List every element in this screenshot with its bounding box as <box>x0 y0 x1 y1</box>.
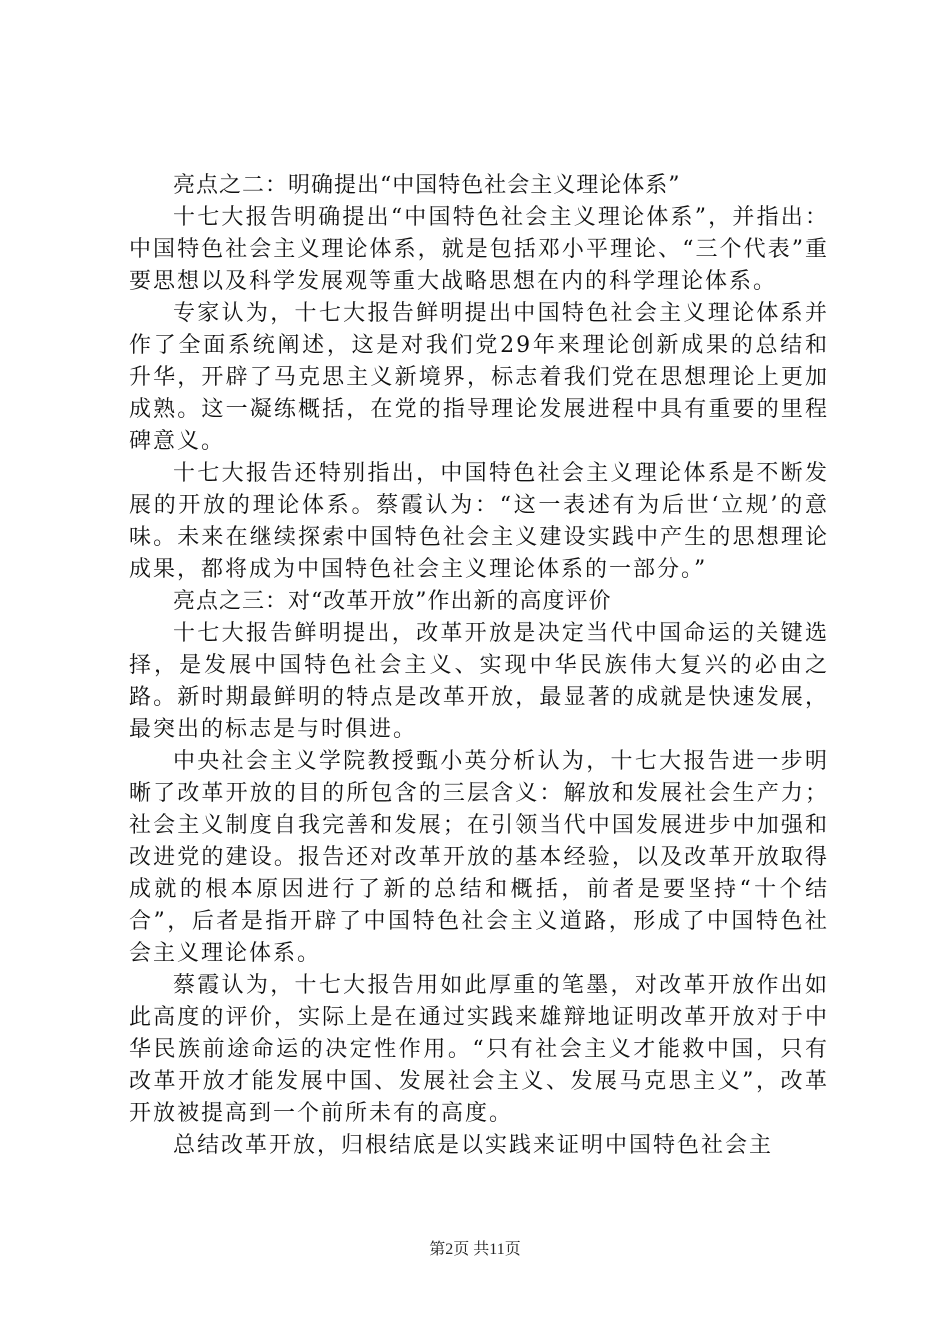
paragraph: 总结改革开放，归根结底是以实践来证明中国特色社会主 <box>173 1133 774 1158</box>
page-number-footer: 第2页 共11页 <box>429 1241 521 1258</box>
paragraph: 十七大报告还特别指出，中国特色社会主义理论体系是不断发展的开放的理论体系。蔡霞认为：“这一表述有为后世‘立规’的意味。未来在继续探索中国特色社会主义建设实践中产生的思想理论成果，都将成为中国特色社会主义理论体系的一部分。” <box>129 461 829 582</box>
paragraph: 中央社会主义学院教授甄小英分析认为，十七大报告进一步明晰了改革开放的目的所包含的三层含义：解放和发展社会生产力；社会主义制度自我完善和发展；在引领当代中国发展进步中加强和改进党的建设。报告还对改革开放的基本经验，以及改革开放取得成就的根本原因进行了新的总结和概括，前者是要坚持“十个结合”，后者是指开辟了中国特色社会主义道路，形成了中国特色社会主义理论体系。 <box>129 749 829 966</box>
paragraph: 蔡霞认为，十七大报告用如此厚重的笔墨，对改革开放作出如此高度的评价，实际上是在通过实践来雄辩地证明改革开放对于中华民族前途命运的决定性作用。“只有社会主义才能救中国，只有改革开放才能发展中国、发展社会主义、发展马克思主义”，改革开放被提高到一个前所未有的高度。 <box>129 973 829 1126</box>
document-body <box>129 170 829 1162</box>
section-heading-3: 亮点之三：对“改革开放”作出新的高度评价 <box>173 589 612 614</box>
paragraph: 专家认为，十七大报告鲜明提出中国特色社会主义理论体系并作了全面系统阐述，这是对我们党29年来理论创新成果的总结和升华，开辟了马克思主义新境界，标志着我们党在思想理论上更加成熟。这一凝练概括，在党的指导理论发展进程中具有重要的里程碑意义。 <box>129 301 829 454</box>
paragraph: 十七大报告明确提出“中国特色社会主义理论体系”，并指出：中国特色社会主义理论体系，就是包括邓小平理论、“三个代表”重要思想以及科学发展观等重大战略思想在内的科学理论体系。 <box>129 205 829 294</box>
section-heading-2: 亮点之二：明确提出“中国特色社会主义理论体系” <box>173 173 681 198</box>
paragraph: 十七大报告鲜明提出，改革开放是决定当代中国命运的关键选择，是发展中国特色社会主义、实现中华民族伟大复兴的必由之路。新时期最鲜明的特点是改革开放，最显著的成就是快速发展，最突出的标志是与时俱进。 <box>129 621 829 742</box>
